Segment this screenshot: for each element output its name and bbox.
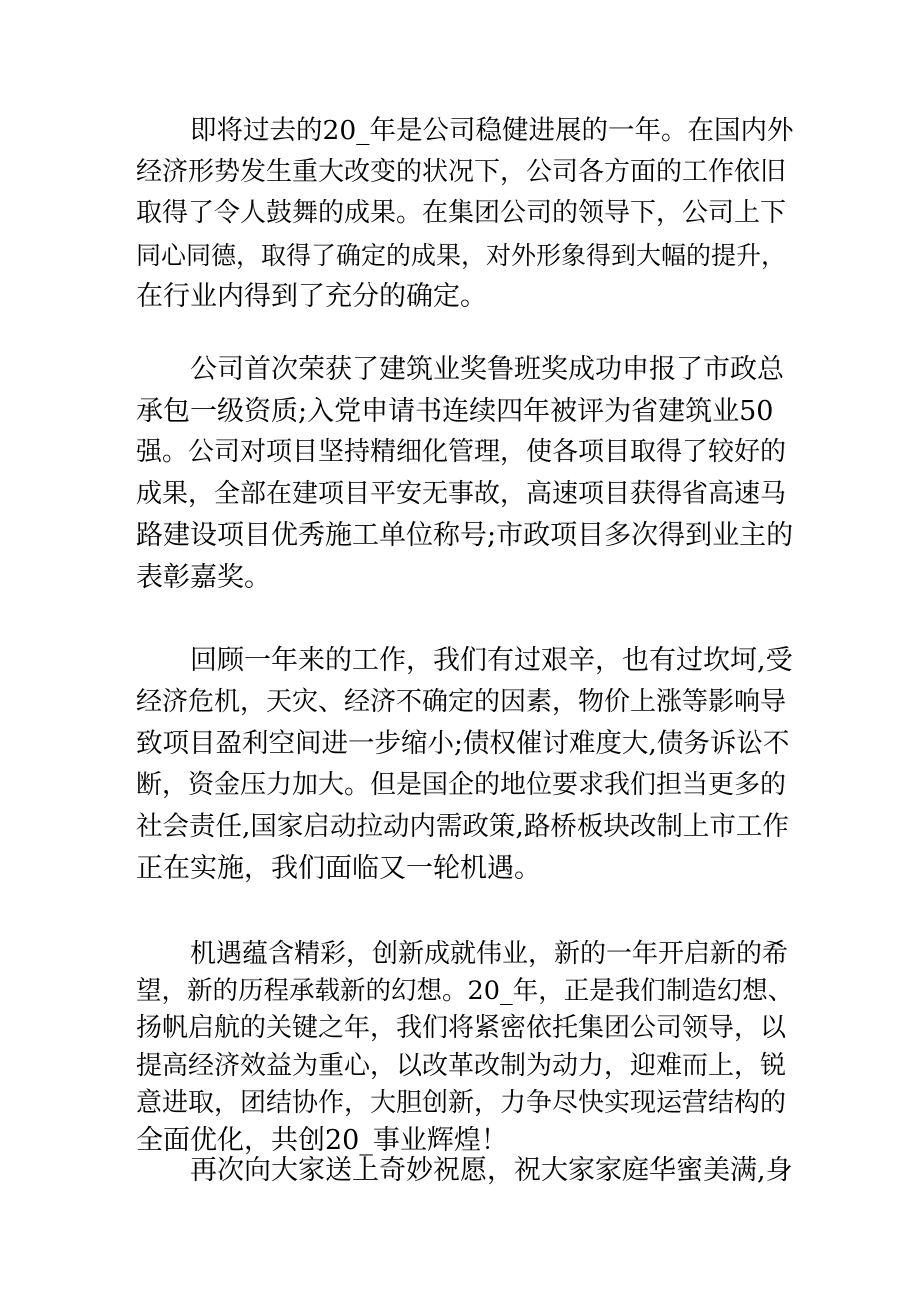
text-line: 表彰嘉奖。 xyxy=(136,561,271,593)
text-line: 扬帆启航的关键之年，我们将紧密依托集团公司领导，以 xyxy=(136,1013,787,1044)
text-line: 强。公司对项目坚持精细化管理，使各项目取得了较好的 xyxy=(136,437,787,467)
text-line: 望，新的历程承载新的幻想。20_年，正是我们制造幻想、 xyxy=(136,976,794,1007)
text-line: 正在实施，我们面临又一轮机遇。 xyxy=(136,852,541,884)
text-line: 全面优化，共创20_事业辉煌！ xyxy=(136,1124,508,1156)
text-line: 意进取，团结协作，大胆创新，力争尽快实现运营结构的 xyxy=(136,1087,787,1118)
text-line: 承包一级资质;入党申请书连续四年被评为省建筑业50 xyxy=(136,395,774,427)
text-line: 同心同德，取得了确定的成果，对外形象得到大幅的提升， xyxy=(136,240,787,270)
text-line: 机遇蕴含精彩，创新成就伟业，新的一年开启新的希 xyxy=(190,939,789,969)
paragraph-year-review xyxy=(136,110,796,318)
text-line: 公司首次荣获了建筑业奖鲁班奖成功申报了市政总 xyxy=(190,354,784,385)
text-line: 经济形势发生重大改变的状况下，公司各方面的工作依旧 xyxy=(136,156,787,187)
text-line: 回顾一年来的工作，我们有过艰辛，也有过坎坷,受 xyxy=(190,645,793,676)
text-line: 再次向大家送上奇妙祝愿，祝大家家庭华蜜美满,身 xyxy=(190,1155,793,1186)
text-line: 断，资金压力加大。但是国企的地位要求我们担当更多的 xyxy=(136,769,787,800)
text-line: 成果，全部在建项目平安无事故，高速项目获得省高速马 xyxy=(136,478,787,509)
text-line: 致项目盈利空间进一步缩小;债权催讨难度大,债务诉讼不 xyxy=(136,728,790,759)
text-line: 提高经济效益为重心，以改革改制为动力，迎难而上，锐 xyxy=(136,1050,787,1081)
paragraph-outlook xyxy=(136,936,796,1159)
text-line: 取得了令人鼓舞的成果。在集团公司的领导下，公司上下 xyxy=(136,198,787,228)
paragraph-challenges xyxy=(136,640,796,889)
text-line: 经济危机，天灾、经济不确定的因素，物价上涨等影响导 xyxy=(136,686,787,717)
paragraph-achievements xyxy=(136,349,796,598)
text-line: 在行业内得到了充分的确定。 xyxy=(136,281,487,312)
text-line: 即将过去的20_年是公司稳健进展的一年。在国内外 xyxy=(190,115,794,146)
text-line: 社会责任,国家启动拉动内需政策,路桥板块改制上市工作 xyxy=(136,811,789,842)
text-line: 路建设项目优秀施工单位称号;市政项目多次得到业主的 xyxy=(136,520,794,551)
paragraph-wishes xyxy=(136,1150,796,1192)
